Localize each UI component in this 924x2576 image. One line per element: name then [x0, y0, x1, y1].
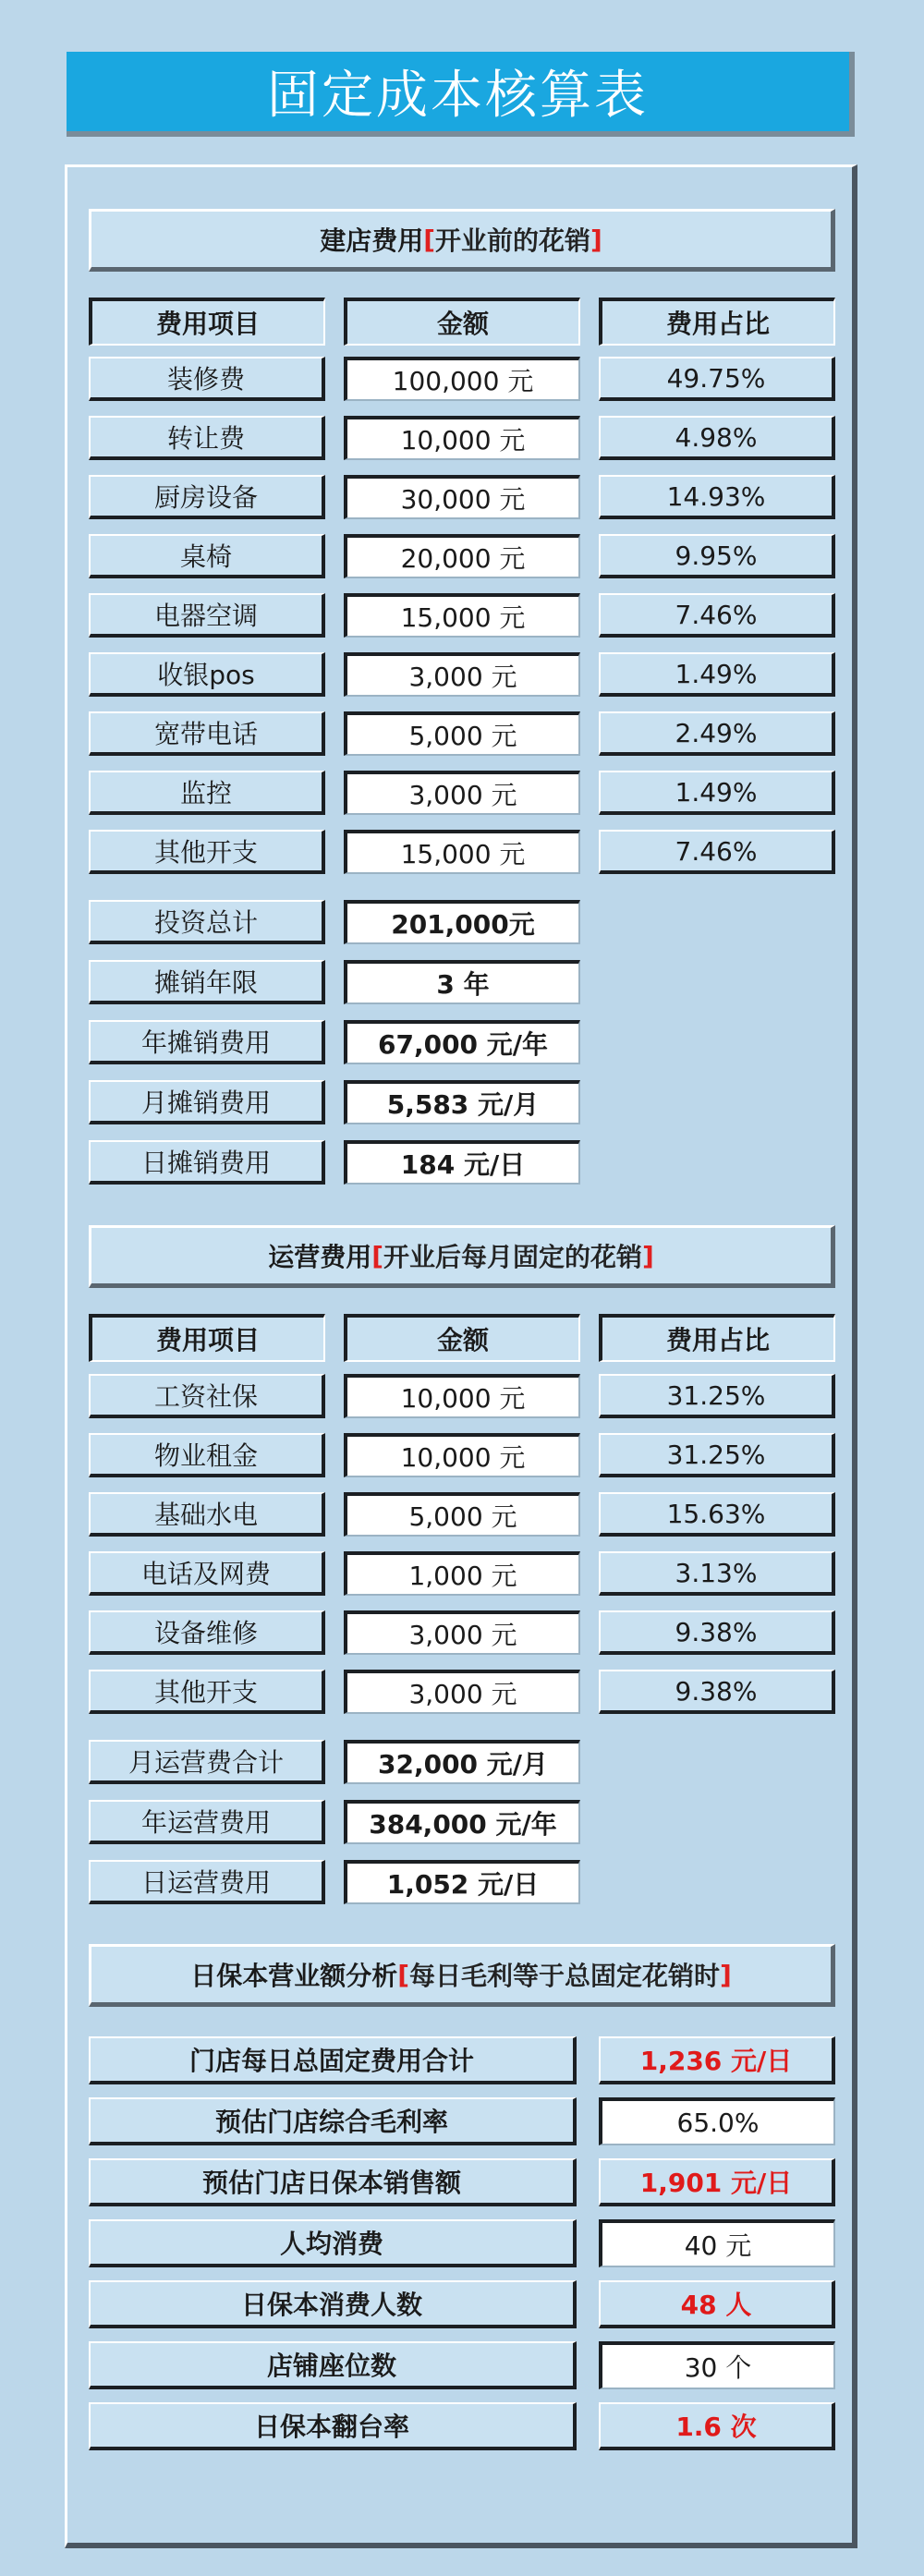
column-header: 金额 — [344, 1314, 580, 1362]
row-item: 物业租金 — [89, 1433, 325, 1477]
row-item: 装修费 — [89, 357, 325, 401]
row-ratio: 7.46% — [599, 830, 835, 874]
row-amount: 15,000 元 — [344, 830, 580, 874]
column-header: 费用占比 — [599, 298, 835, 346]
bracket-close: ] — [642, 1240, 654, 1271]
section-title-note: 每日毛利等于总固定花销时 — [409, 1961, 721, 1991]
summary-value: 384,000 元/年 — [344, 1800, 580, 1844]
bracket-close: ] — [590, 224, 602, 255]
bracket-open: [ — [423, 224, 435, 255]
analysis-label: 日保本消费人数 — [89, 2280, 577, 2328]
row-item: 电器空调 — [89, 593, 325, 638]
row-item: 转让费 — [89, 416, 325, 460]
row-ratio: 14.93% — [599, 475, 835, 519]
row-ratio: 9.38% — [599, 1610, 835, 1655]
row-amount: 10,000 元 — [344, 416, 580, 460]
summary-label: 日摊销费用 — [89, 1140, 325, 1185]
row-item: 监控 — [89, 771, 325, 815]
row-item: 其他开支 — [89, 1670, 325, 1714]
summary-value: 1,052 元/日 — [344, 1860, 580, 1904]
summary-label: 月摊销费用 — [89, 1080, 325, 1124]
row-ratio: 1.49% — [599, 771, 835, 815]
section-title-main: 日保本营业额分析 — [190, 1961, 398, 1991]
row-ratio: 49.75% — [599, 357, 835, 401]
row-item: 桌椅 — [89, 534, 325, 578]
row-amount: 3,000 元 — [344, 652, 580, 697]
section-title-breakeven — [89, 1944, 835, 2007]
column-header: 费用项目 — [89, 298, 325, 346]
analysis-label: 预估门店综合毛利率 — [89, 2097, 577, 2145]
row-item: 工资社保 — [89, 1374, 325, 1418]
bracket-close: ] — [720, 1959, 732, 1990]
analysis-value: 1.6 次 — [599, 2402, 835, 2450]
row-ratio: 15.63% — [599, 1492, 835, 1537]
row-amount: 5,000 元 — [344, 711, 580, 756]
row-ratio: 1.49% — [599, 652, 835, 697]
page-title: 固定成本核算表 — [67, 52, 855, 137]
analysis-value: 30 个 — [599, 2341, 835, 2389]
row-amount: 3,000 元 — [344, 771, 580, 815]
analysis-value: 40 元 — [599, 2219, 835, 2267]
analysis-value: 1,901 元/日 — [599, 2158, 835, 2206]
row-item: 收银pos — [89, 652, 325, 697]
row-ratio: 7.46% — [599, 593, 835, 638]
row-ratio: 9.38% — [599, 1670, 835, 1714]
row-amount: 20,000 元 — [344, 534, 580, 578]
row-amount: 10,000 元 — [344, 1433, 580, 1477]
summary-value: 201,000元 — [344, 900, 580, 944]
column-header: 金额 — [344, 298, 580, 346]
row-amount: 3,000 元 — [344, 1610, 580, 1655]
analysis-label: 预估门店日保本销售额 — [89, 2158, 577, 2206]
analysis-value: 48 人 — [599, 2280, 835, 2328]
section-title-build — [89, 209, 835, 272]
section-title-note: 开业后每月固定的花销 — [383, 1242, 643, 1272]
row-amount: 5,000 元 — [344, 1492, 580, 1537]
summary-value: 184 元/日 — [344, 1140, 580, 1185]
section-title-ops — [89, 1225, 835, 1288]
row-amount: 30,000 元 — [344, 475, 580, 519]
section-title-main: 运营费用 — [268, 1242, 372, 1272]
row-item: 厨房设备 — [89, 475, 325, 519]
summary-label: 年运营费用 — [89, 1800, 325, 1844]
row-amount: 10,000 元 — [344, 1374, 580, 1418]
row-ratio: 31.25% — [599, 1433, 835, 1477]
section-title-main: 建店费用 — [320, 225, 424, 256]
analysis-label: 日保本翻台率 — [89, 2402, 577, 2450]
summary-label: 摊销年限 — [89, 960, 325, 1004]
analysis-label: 店铺座位数 — [89, 2341, 577, 2389]
row-item: 电话及网费 — [89, 1551, 325, 1596]
row-ratio: 2.49% — [599, 711, 835, 756]
row-item: 其他开支 — [89, 830, 325, 874]
column-header: 费用项目 — [89, 1314, 325, 1362]
summary-label: 月运营费合计 — [89, 1740, 325, 1784]
row-amount: 15,000 元 — [344, 593, 580, 638]
row-ratio: 9.95% — [599, 534, 835, 578]
analysis-value: 65.0% — [599, 2097, 835, 2145]
analysis-label: 人均消费 — [89, 2219, 577, 2267]
row-ratio: 31.25% — [599, 1374, 835, 1418]
row-item: 宽带电话 — [89, 711, 325, 756]
bracket-open: [ — [371, 1240, 383, 1271]
summary-value: 67,000 元/年 — [344, 1020, 580, 1064]
row-amount: 100,000 元 — [344, 357, 580, 401]
row-ratio: 4.98% — [599, 416, 835, 460]
row-amount: 3,000 元 — [344, 1670, 580, 1714]
row-item: 基础水电 — [89, 1492, 325, 1537]
summary-value: 3 年 — [344, 960, 580, 1004]
analysis-value: 1,236 元/日 — [599, 2036, 835, 2084]
row-ratio: 3.13% — [599, 1551, 835, 1596]
section-title-note: 开业前的花销 — [435, 225, 591, 256]
summary-label: 年摊销费用 — [89, 1020, 325, 1064]
bracket-open: [ — [397, 1959, 409, 1990]
summary-value: 5,583 元/月 — [344, 1080, 580, 1124]
summary-label: 投资总计 — [89, 900, 325, 944]
summary-label: 日运营费用 — [89, 1860, 325, 1904]
column-header: 费用占比 — [599, 1314, 835, 1362]
summary-value: 32,000 元/月 — [344, 1740, 580, 1784]
row-item: 设备维修 — [89, 1610, 325, 1655]
analysis-label: 门店每日总固定费用合计 — [89, 2036, 577, 2084]
row-amount: 1,000 元 — [344, 1551, 580, 1596]
